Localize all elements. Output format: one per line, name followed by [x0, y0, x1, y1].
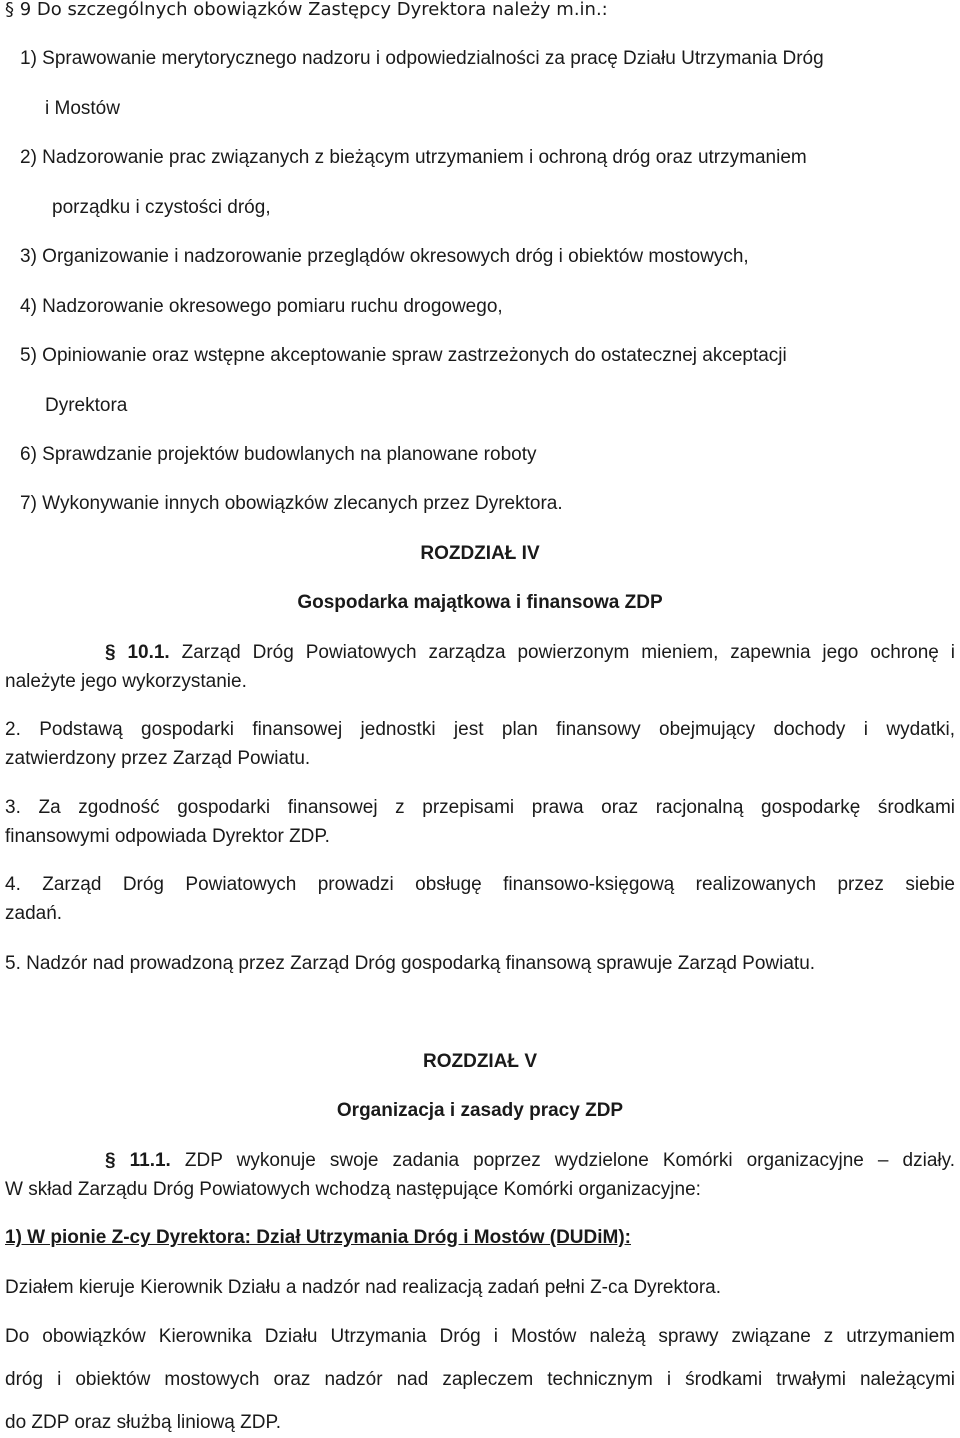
list-item: 4) Nadzorowanie okresowego pomiaru ruchu drogowego, — [20, 296, 503, 317]
paragraph-line: należyte jego wykorzystanie. — [5, 671, 247, 692]
list-item-continuation: porządku i czystości dróg, — [52, 197, 271, 218]
list-item-continuation: Dyrektora — [45, 395, 128, 416]
paragraph-line: dróg i obiektów mostowych oraz nadzór nad zapleczem technicznym i środkami trwałymi należącymi — [5, 1369, 955, 1390]
paragraph-text: Zarząd Dróg Powiatowych zarządza powierzonym mieniem, zapewnia jego ochronę i — [181, 642, 955, 663]
paragraph-line: 4. Zarząd Dróg Powiatowych prowadzi obsługę finansowo-księgową realizowanych przez siebie — [5, 874, 955, 895]
unit-heading: 1) W pionie Z-cy Dyrektora: Dział Utrzymania Dróg i Mostów (DUDiM): — [5, 1227, 631, 1248]
chapter-subtitle: Gospodarka majątkowa i finansowa ZDP — [297, 592, 663, 613]
chapter-subtitle: Organizacja i zasady pracy ZDP — [336, 1100, 624, 1121]
section-heading: § 9 Do szczególnych obowiązków Zastępcy Dyrektora należy m.in.: — [5, 0, 608, 20]
paragraph-line: finansowymi odpowiada Dyrektor ZDP. — [5, 826, 330, 847]
list-item: 6) Sprawdzanie projektów budowlanych na planowane roboty — [20, 444, 537, 465]
paragraph-line: Do obowiązków Kierownika Działu Utrzymania Dróg i Mostów należą sprawy związane z utrzymaniem — [5, 1326, 955, 1347]
list-item: 2) Nadzorowanie prac związanych z bieżącym utrzymaniem i ochroną dróg oraz utrzymaniem — [20, 147, 807, 168]
paragraph-line: W skład Zarządu Dróg Powiatowych wchodzą następujące Komórki organizacyjne: — [5, 1179, 701, 1200]
list-item-continuation: i Mostów — [45, 98, 120, 119]
paragraph-line — [5, 641, 955, 665]
chapter-title: ROZDZIAŁ V — [423, 1051, 537, 1072]
chapter-title: ROZDZIAŁ IV — [420, 543, 540, 564]
paragraph-line: 2. Podstawą gospodarki finansowej jednostki jest plan finansowy obejmujący dochody i wydatki, — [5, 719, 955, 740]
list-item: 7) Wykonywanie innych obowiązków zlecanych przez Dyrektora. — [20, 493, 563, 514]
paragraph-line: 5. Nadzór nad prowadzoną przez Zarząd Dróg gospodarką finansową sprawuje Zarząd Powiatu. — [5, 953, 816, 974]
paragraph-line: zatwierdzony przez Zarząd Powiatu. — [5, 748, 311, 769]
paragraph-line: zadań. — [5, 903, 63, 924]
paragraph-number: § 11.1. — [105, 1150, 171, 1171]
list-item: 5) Opiniowanie oraz wstępne akceptowanie spraw zastrzeżonych do ostatecznej akceptacji — [20, 345, 787, 366]
paragraph-text: ZDP wykonuje swoje zadania poprzez wydzielone Komórki organizacyjne – działy. — [184, 1150, 955, 1171]
paragraph-number: § 10.1. — [105, 642, 170, 663]
paragraph-line: 3. Za zgodność gospodarki finansowej z przepisami prawa oraz racjonalną gospodarkę środkami — [5, 797, 955, 818]
paragraph-line: Działem kieruje Kierownik Działu a nadzór nad realizacją zadań pełni Z-ca Dyrektora. — [5, 1277, 721, 1298]
paragraph-line: do ZDP oraz służbą liniową ZDP. — [5, 1412, 281, 1433]
paragraph-line — [5, 1149, 955, 1173]
list-item: 1) Sprawowanie merytorycznego nadzoru i odpowiedzialności za pracę Działu Utrzymania Dróg — [20, 48, 824, 69]
list-item: 3) Organizowanie i nadzorowanie przeglądów okresowych dróg i obiektów mostowych, — [20, 246, 749, 267]
